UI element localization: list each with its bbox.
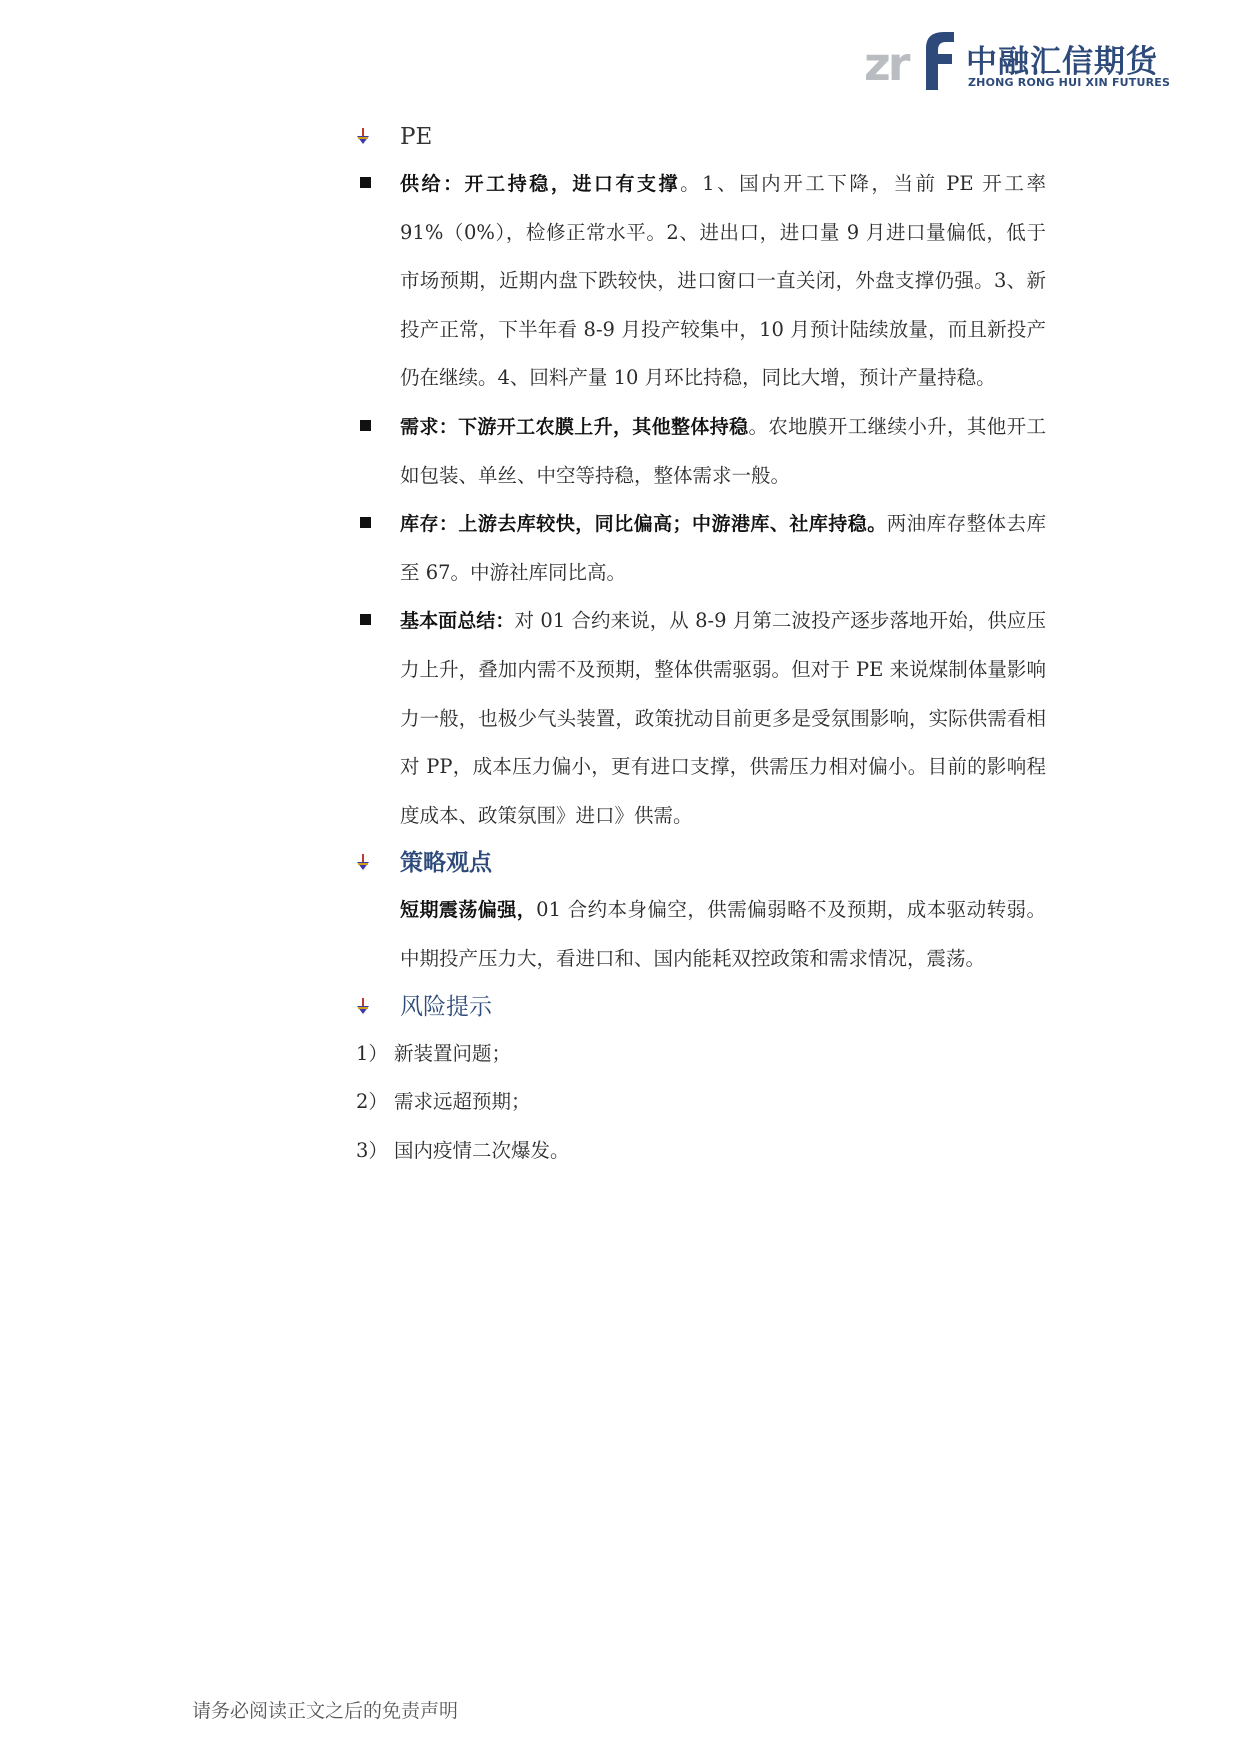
risk-item-text: 需求远超预期； [394, 1090, 531, 1114]
company-logo [864, 26, 1171, 92]
logo-chinese-name: 中融汇信期货 [966, 44, 1158, 80]
arrow-bullet-icon [356, 126, 370, 146]
bullet-supply-text: 。1、国内开工下降，当前 PE 开工率 91%（0%），检修正常水平。2、进出口，进口量 9 月进口量偏低，低于市场预期，近期内盘下跌较快，进口窗口一直关闭，外盘支撑仍强。3、新投产正常，下半年看 8-9 月投产较集中，10 月预计陆续放量，而且新投产仍在继续。4、回料产量 10 月环比持稳，同比大增，预计产量持稳。 [400, 172, 1046, 390]
report-body [356, 114, 1046, 1175]
risk-item-text: 国内疫情二次爆发。 [394, 1138, 570, 1162]
svg-text:zr: zr [864, 37, 908, 91]
bullet-demand-text: 。农地膜开工继续小升，其他开工如包装、单丝、中空等持稳，整体需求一般。 [400, 414, 1046, 487]
section-pe-heading [356, 114, 1046, 160]
risk-item [356, 1030, 1046, 1079]
risk-item [356, 1078, 1046, 1127]
disclaimer-footer: 请务必阅读正文之后的免责声明 [192, 1700, 459, 1722]
square-bullet-icon [360, 614, 371, 625]
risk-item-number: 3） [356, 1138, 388, 1162]
arrow-bullet-icon [356, 852, 370, 872]
arrow-bullet-icon [356, 996, 370, 1016]
risk-item-number: 1） [356, 1041, 388, 1065]
section-risk-heading [356, 984, 1046, 1030]
bullet-summary-heading: 基本面总结： [400, 610, 515, 633]
square-bullet-icon [360, 420, 371, 431]
bullet-inventory [356, 500, 1046, 597]
section-strategy-heading [356, 840, 1046, 886]
bullet-summary [356, 597, 1046, 840]
risk-item-number: 2） [356, 1090, 388, 1114]
strategy-text: 01 合约本身偏空，供需偏弱略不及预期，成本驱动转弱。中期投产压力大，看进口和、国内能耗双控政策和需求情况，震荡。 [400, 898, 1046, 970]
bullet-supply-heading: 供给：开工持稳，进口有支撑 [400, 173, 681, 195]
strategy-lead: 短期震荡偏强， [400, 899, 537, 922]
section-risk-title: 风险提示 [400, 993, 492, 1020]
bullet-demand-heading: 需求：下游开工农膜上升，其他整体持稳 [400, 415, 749, 438]
strategy-paragraph [356, 886, 1046, 983]
risk-item-text: 新装置问题； [394, 1041, 512, 1065]
bullet-supply [356, 160, 1046, 403]
logo-english-name: ZHONG RONG HUI XIN FUTURES [968, 76, 1171, 89]
bullet-summary-text: 对 01 合约来说，从 8-9 月第二波投产逐步落地开始，供应压力上升，叠加内需不及预期，整体供需驱弱。但对于 PE 来说煤制体量影响力一般，也极少气头装置，政策扰动目前更多是受氛围影响，实际供需看相对 PP，成本压力偏小，更有进口支撑，供需压力相对偏小。目前的影响程度成本、政策氛围》进口》供需。 [400, 609, 1046, 827]
logo-mark-icon [864, 26, 964, 92]
bullet-inventory-heading: 库存：上游去库较快，同比偏高；中游港库、社库持稳。 [400, 513, 887, 536]
section-pe-title: PE [400, 124, 433, 150]
risk-item [356, 1127, 1046, 1176]
bullet-demand [356, 403, 1046, 500]
bullet-inventory-text: 两油库存整体去库至 67。中游社库同比高。 [400, 512, 1046, 584]
section-strategy-title: 策略观点 [400, 849, 492, 877]
square-bullet-icon [360, 517, 371, 528]
square-bullet-icon [360, 177, 371, 188]
